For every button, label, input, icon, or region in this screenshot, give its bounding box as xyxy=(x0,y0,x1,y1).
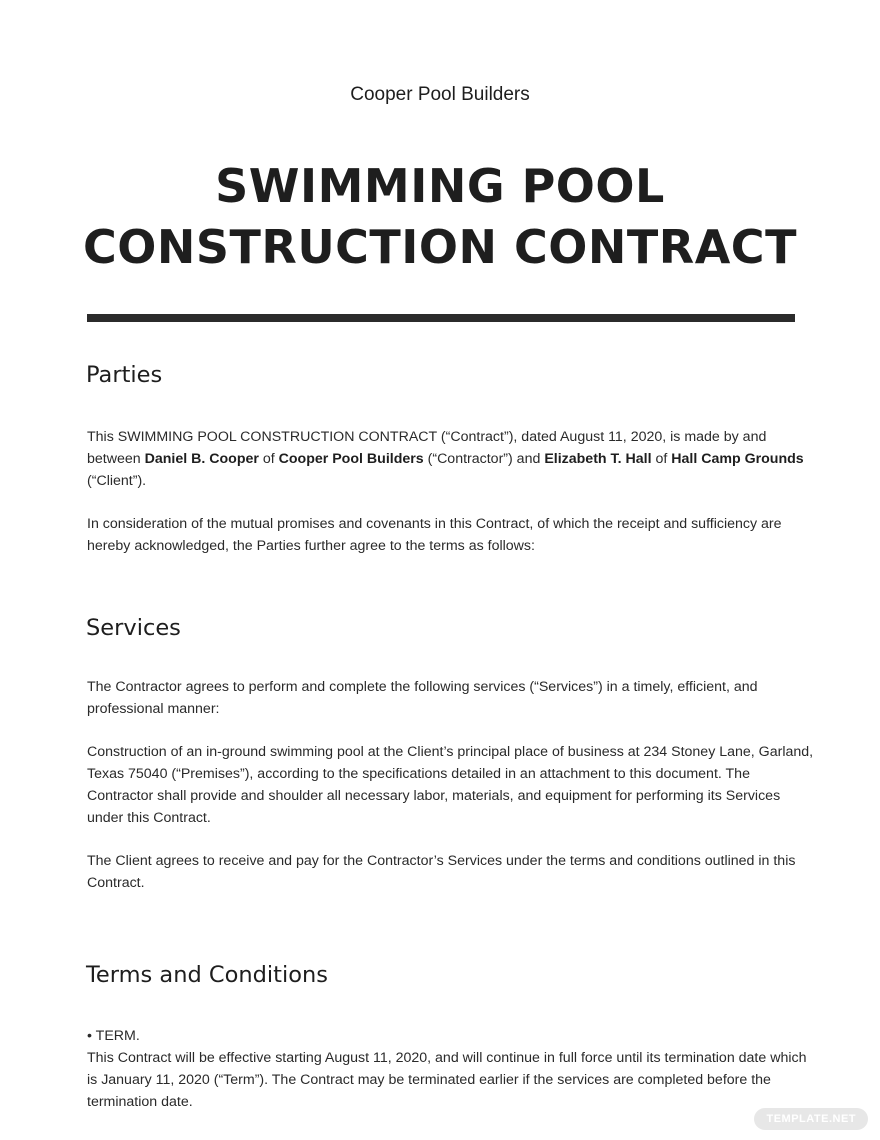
contractor-name: Daniel B. Cooper xyxy=(144,451,259,467)
services-paragraph-3: The Client agrees to receive and pay for the Contractor’s Services under the terms and conditions outlined in this Contract. xyxy=(87,853,796,891)
client-company: Hall Camp Grounds xyxy=(671,451,804,467)
parties-paragraph-1: This SWIMMING POOL CONSTRUCTION CONTRACT (“Contract”), dated August 11, 2020, is made by and between Daniel B. Cooper of Cooper Pool Builders (“Contractor”) and Elizabeth T. Hall of Hall Camp Grounds (“Client”). xyxy=(87,429,804,489)
contractor-company: Cooper Pool Builders xyxy=(278,451,424,467)
title-line-2: CONSTRUCTION CONTRACT xyxy=(83,220,797,274)
title-line-1: SWIMMING POOL xyxy=(215,159,665,213)
services-paragraph-2: Construction of an in-ground swimming pool at the Client’s principal place of business at 234 Stoney Lane, Garland, Texas 75040 (“Premises”), according to the specifications detailed in an attachment to this document. The Contractor shall provide and shoulder all necessary labor, materials, and equipment for performing its Services under this Contract. xyxy=(87,744,814,826)
client-name: Elizabeth T. Hall xyxy=(544,451,652,467)
terms-heading: Terms and Conditions xyxy=(86,962,328,988)
term-label: • TERM. xyxy=(87,1028,140,1044)
title-divider xyxy=(87,314,795,322)
document-title xyxy=(0,156,880,278)
parties-heading: Parties xyxy=(86,362,163,388)
services-paragraph-1: The Contractor agrees to perform and complete the following services (“Services”) in a timely, efficient, and professional manner: xyxy=(87,679,758,717)
services-heading: Services xyxy=(86,615,181,641)
parties-paragraph-2: In consideration of the mutual promises and covenants in this Contract, of which the receipt and sufficiency are hereby acknowledged, the Parties further agree to the terms as follows: xyxy=(87,516,782,554)
watermark-badge: TEMPLATE.NET xyxy=(754,1108,868,1130)
company-name: Cooper Pool Builders xyxy=(350,84,530,105)
term-paragraph: This Contract will be effective starting August 11, 2020, and will continue in full force until its termination date which is January 11, 2020 (“Term”). The Contract may be terminated earlier if the services are completed before the termination date. xyxy=(87,1050,807,1110)
